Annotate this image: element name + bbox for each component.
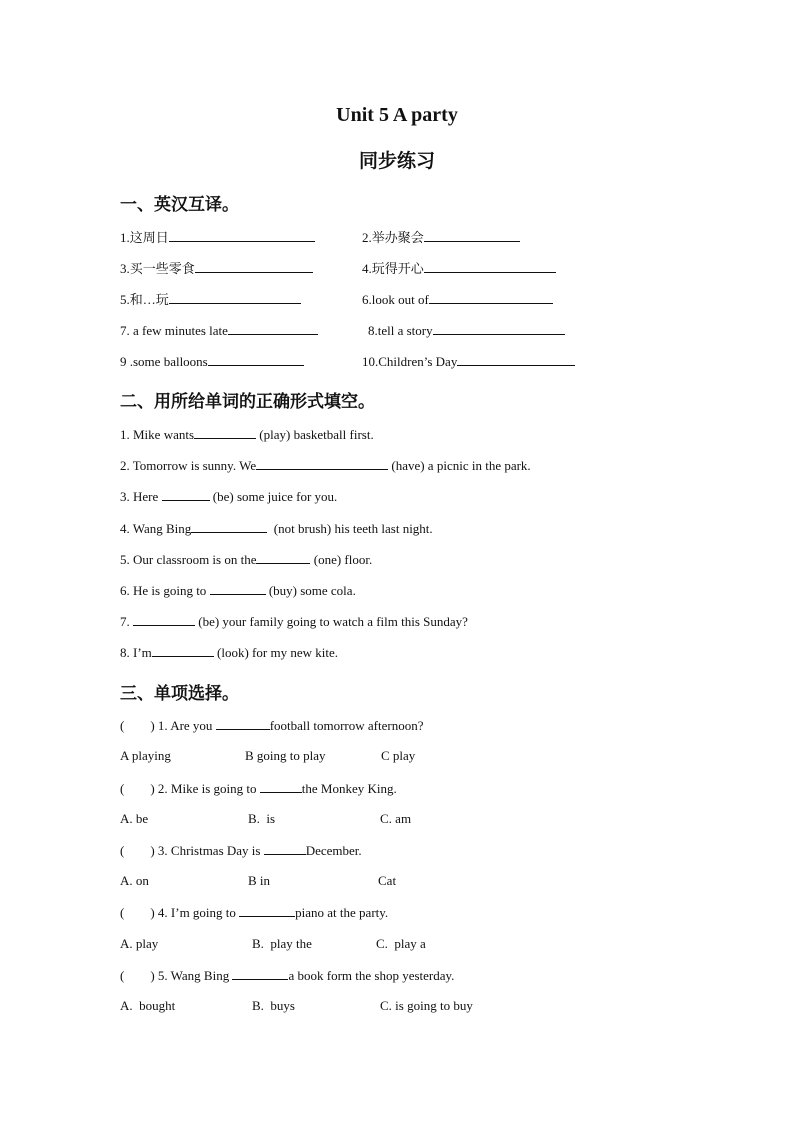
answer-blank[interactable] <box>256 457 388 470</box>
answer-blank[interactable] <box>133 613 195 626</box>
section3-heading: 三、单项选择。 <box>120 684 239 704</box>
s3-q3-option-c[interactable]: Cat <box>378 873 397 888</box>
s1-item-8-text: 8.tell a story <box>368 323 433 338</box>
s1-item-2-text: 2.举办聚会 <box>362 230 424 245</box>
answer-blank[interactable] <box>260 780 302 793</box>
answer-blank[interactable] <box>194 426 256 439</box>
s3-q4-pre: ( ) 4. I’m going to <box>120 905 240 920</box>
s2-item-7-pre: 7. <box>120 614 133 629</box>
s3-question-2 <box>120 780 397 797</box>
answer-blank[interactable] <box>208 353 304 366</box>
s3-question-3 <box>120 842 362 859</box>
s1-item-7-text: 7. a few minutes late <box>120 323 228 338</box>
s3-q5-option-b[interactable]: B. buys <box>252 998 295 1013</box>
answer-blank[interactable] <box>191 520 267 533</box>
s2-item-8 <box>120 644 338 661</box>
s1-item-3 <box>120 260 313 277</box>
s2-item-6-post: (buy) some cola. <box>265 583 356 598</box>
s1-item-6-text: 6.look out of <box>362 292 429 307</box>
answer-blank[interactable] <box>169 229 315 242</box>
s2-item-4-post: (not brush) his teeth last night. <box>267 521 433 536</box>
s3-q4-option-c[interactable]: C. play a <box>376 936 426 951</box>
s1-item-1-text: 1.这周日 <box>120 230 169 245</box>
s3-q1-option-b[interactable]: B going to play <box>245 748 326 763</box>
s2-item-1-pre: 1. Mike wants <box>120 427 195 442</box>
s2-item-7 <box>120 613 468 630</box>
s1-item-8 <box>368 322 565 339</box>
s3-q5-post: a book form the shop yesterday. <box>288 968 455 983</box>
s2-item-7-post: (be) your family going to watch a film this Sunday? <box>195 614 468 629</box>
s3-q4-option-b[interactable]: B. play the <box>252 936 312 951</box>
s3-q2-pre: ( ) 2. Mike is going to <box>120 781 260 796</box>
s1-item-4-text: 4.玩得开心 <box>362 261 424 276</box>
answer-blank[interactable] <box>239 904 295 917</box>
s2-item-3 <box>120 488 337 505</box>
s3-q4-option-a[interactable]: A. play <box>120 936 159 951</box>
answer-blank[interactable] <box>232 967 288 980</box>
s1-item-10 <box>362 353 575 370</box>
s3-q2-option-b[interactable]: B. is <box>248 811 276 826</box>
s1-item-5 <box>120 291 301 308</box>
s3-question-4 <box>120 904 388 921</box>
answer-blank[interactable] <box>457 353 575 366</box>
answer-blank[interactable] <box>433 322 565 335</box>
s1-item-6 <box>362 291 553 308</box>
answer-blank[interactable] <box>162 488 210 501</box>
s3-q3-option-b[interactable]: B in <box>248 873 271 888</box>
section1-heading: 一、英汉互译。 <box>120 195 239 215</box>
s3-q3-post: December. <box>305 843 362 858</box>
s2-item-1-post: (play) basketball first. <box>256 427 374 442</box>
s3-q1-pre: ( ) 1. Are you <box>120 718 216 733</box>
s3-question-5 <box>120 967 454 984</box>
s3-q3-pre: ( ) 3. Christmas Day is <box>120 843 264 858</box>
s2-item-4 <box>120 520 433 537</box>
s3-q1-option-c[interactable]: C play <box>381 748 416 763</box>
s2-item-3-pre: 3. Here <box>120 489 162 504</box>
s1-item-7 <box>120 322 318 339</box>
s3-q2-post: the Monkey King. <box>301 781 397 796</box>
section2-heading: 二、用所给单词的正确形式填空。 <box>120 392 375 412</box>
answer-blank[interactable] <box>152 644 214 657</box>
s3-q4-post: piano at the party. <box>295 905 389 920</box>
s1-item-5-text: 5.和…玩 <box>120 292 169 307</box>
s1-item-10-text: 10.Children’s Day <box>362 354 458 369</box>
s2-item-5 <box>120 551 372 568</box>
s3-q5-option-c[interactable]: C. is going to buy <box>380 998 473 1013</box>
s1-item-3-text: 3.买一些零食 <box>120 261 195 276</box>
answer-blank[interactable] <box>195 260 313 273</box>
s2-item-6-pre: 6. He is going to <box>120 583 210 598</box>
s3-q3-option-a[interactable]: A. on <box>120 873 149 888</box>
s1-item-9 <box>120 353 304 370</box>
page-subtitle: 同步练习 <box>358 151 435 172</box>
s2-item-2-pre: 2. Tomorrow is sunny. We <box>120 458 257 473</box>
s3-question-1 <box>120 717 423 734</box>
s2-item-1 <box>120 426 374 443</box>
s2-item-4-pre: 4. Wang Bing <box>120 521 192 536</box>
s3-q2-option-a[interactable]: A. be <box>120 811 149 826</box>
answer-blank[interactable] <box>424 229 520 242</box>
answer-blank[interactable] <box>210 582 266 595</box>
s2-item-8-post: (look) for my new kite. <box>213 645 338 660</box>
s2-item-5-pre: 5. Our classroom is on the <box>120 552 257 567</box>
s2-item-3-post: (be) some juice for you. <box>209 489 338 504</box>
s3-q5-pre: ( ) 5. Wang Bing <box>120 968 233 983</box>
answer-blank[interactable] <box>264 842 306 855</box>
s2-item-8-pre: 8. I’m <box>120 645 152 660</box>
page-title: Unit 5 A party <box>336 104 458 126</box>
s3-q1-post: football tomorrow afternoon? <box>269 718 424 733</box>
s3-q2-option-c[interactable]: C. am <box>380 811 412 826</box>
answer-blank[interactable] <box>216 717 270 730</box>
s1-item-1 <box>120 229 315 246</box>
s2-item-6 <box>120 582 356 599</box>
s3-q1-option-a[interactable]: A playing <box>120 748 171 763</box>
answer-blank[interactable] <box>256 551 310 564</box>
answer-blank[interactable] <box>228 322 318 335</box>
s1-item-2 <box>362 229 520 246</box>
s1-item-9-text: 9 .some balloons <box>120 354 208 369</box>
s2-item-2 <box>120 457 531 474</box>
s2-item-2-post: (have) a picnic in the park. <box>388 458 531 473</box>
answer-blank[interactable] <box>424 260 556 273</box>
answer-blank[interactable] <box>169 291 301 304</box>
answer-blank[interactable] <box>429 291 553 304</box>
s1-item-4 <box>362 260 556 277</box>
s3-q5-option-a[interactable]: A. bought <box>120 998 176 1013</box>
s2-item-5-post: (one) floor. <box>310 552 373 567</box>
